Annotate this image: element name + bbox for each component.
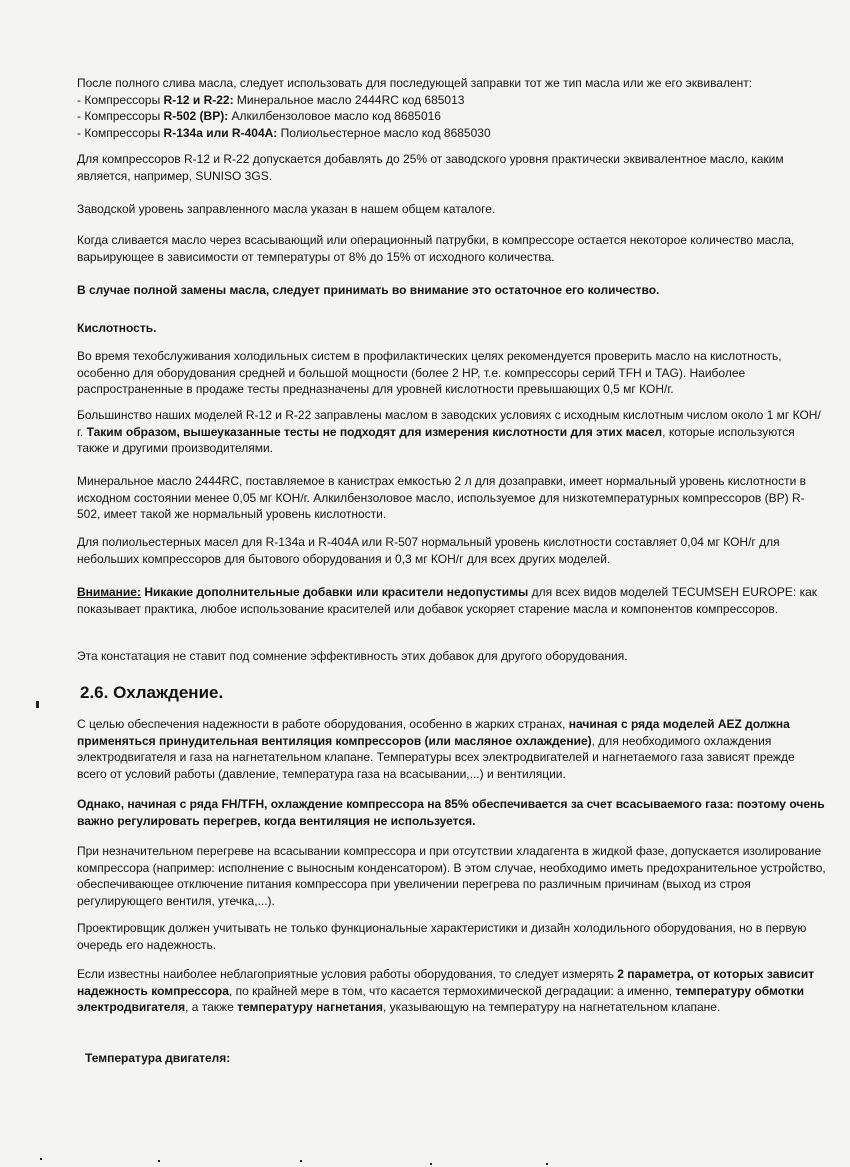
cooling-paragraph-4: Проектировщик должен учитывать не только функциональные характеристики и дизайн холодильного оборудования, но в первую очередь его надежность. <box>77 921 807 952</box>
scan-mark <box>158 1160 160 1162</box>
oil-intro: После полного слива масла, следует использовать для последующей заправки тот же тип масла или же его эквивалент: <box>77 76 753 90</box>
scan-mark <box>430 1163 432 1165</box>
topup-paragraph: Для компрессоров R-12 и R-22 допускается добавлять до 25% от заводского уровня практически эквивалентное масло, каким является, например, SUNISO 3GS. <box>77 152 784 183</box>
factory-level-paragraph: Заводской уровень заправленного масла указан в нашем общем каталоге. <box>77 202 496 216</box>
acidity-paragraph-1: Во время техобслуживания холодильных систем в профилактических целях рекомендуется проверить масло на кислотность, особенно для оборудования средней и большой мощности (более 2 HP, т.е. компрессоры серий TFH и TAG). Наиболее распространенные в продаже тесты предназначены для уровней кислотности превышающих 0,5 мг КОН/г. <box>77 349 782 396</box>
acidity-paragraph-2: Большинство наших моделей R-12 и R-22 заправлены маслом в заводских условиях с исходным кислотным числом около 1 мг КОН/г. Таким образом, вышеуказанные тесты не подходят для измерения кислотности для этих масел, которые используются также и другими производителями. <box>77 408 821 455</box>
scan-mark <box>300 1160 302 1162</box>
acidity-paragraph-4: Для полиольестерных масел для R-134a и R-404A или R-507 нормальный уровень кислотности составляет 0,04 мг КОН/г для небольших компрессоров для бытового оборудования и 0,3 мг КОН/г для всех других моделей. <box>77 535 780 566</box>
acidity-paragraph-3: Минеральное масло 2444RC, поставляемое в канистрах емкостью 2 л для дозаправки, имеет нормальный уровень кислотности в исходном состоянии менее 0,05 мг КОН/г. Алкилбензоловое масло, используемое для низкотемпературных компрессоров (BP) R-502, имеет такой же нормальный уровень кислотности. <box>77 474 807 521</box>
scan-mark <box>36 701 39 708</box>
cooling-heading: 2.6. Охлаждение. <box>80 683 224 702</box>
cooling-paragraph-5: Если известны наиболее неблагоприятные условия работы оборудования, то следует измерять 2 параметра, от которых зависит надежность компрессора, по крайней мере в том, что касается термохимической деградации: а именно, температуру обмотки электродвигателя, а также температуру нагнетания, указывающую на температуру на нагнетательном клапане. <box>77 967 815 1014</box>
acidity-heading: Кислотность. <box>77 321 157 335</box>
warning-paragraph: Внимание: Никакие дополнительные добавки или красители недопустимы для всех видов моделей TECUMSEH EUROPE: как показывает практика, любое использование красителей или добавок ускоряет старение масла и компонентов компрессоров. <box>77 585 818 616</box>
scan-mark <box>40 1158 42 1160</box>
cooling-paragraph-3: При незначительном перегреве на всасывании компрессора и при отсутствии хладагента в жидкой фазе, допускается изолирование компрессора (например: исполнение с выносным конденсатором). В этом случае, необходимо иметь предохранительное устройство, обеспечивающее отключение питания компрессора при увеличении перегрева по различным причинам (выход из строя регулирующего вентиля, утечка,...). <box>77 844 826 908</box>
cooling-paragraph-1: С целью обеспечения надежности в работе оборудования, особенно в жарких странах, начиная с ряда моделей AEZ должна применяться принудительная вентиляция компрессоров (или масляное охлаждение), для необходимого охлаждения электродвигателя и газа на нагнетательном клапане. Температуры всех электродвигателей и нагнетаемого газа зависят прежде всего от условий работы (давление, температура газа на всасывании,...) и вентиляции. <box>77 717 795 781</box>
oil-intro-block <box>77 75 827 141</box>
oil-item-r12: - Компрессоры R-12 и R-22: Минеральное масло 2444RC код 685013 <box>77 92 465 107</box>
cooling-paragraph-2: Однако, начиная с ряда FH/TFH, охлаждение компрессора на 85% обеспечивается за счет всасываемого газа: поэтому очень важно регулировать перегрев, когда вентиляция не используется. <box>77 797 825 828</box>
scan-mark <box>546 1163 548 1165</box>
oil-item-r134: - Компрессоры R-134a или R-404A: Полиольестерное масло код 8685030 <box>77 125 491 140</box>
full-change-note: В случае полной замены масла, следует принимать во внимание это остаточное его количество. <box>77 283 660 297</box>
oil-item-r502: - Компрессоры R-502 (BP): Алкилбензоловое масло код 8685016 <box>77 109 441 123</box>
residual-paragraph: Когда сливается масло через всасывающий или операционный патрубки, в компрессоре остается некоторое количество масла, варьирующее в зависимости от температуры от 8% до 15% от исходного количества. <box>77 233 795 264</box>
motor-temperature-heading: Температура двигателя: <box>85 1051 231 1065</box>
acidity-paragraph-6: Эта констатация не ставит под сомнение эффективность этих добавок для другого оборудования. <box>77 649 628 663</box>
